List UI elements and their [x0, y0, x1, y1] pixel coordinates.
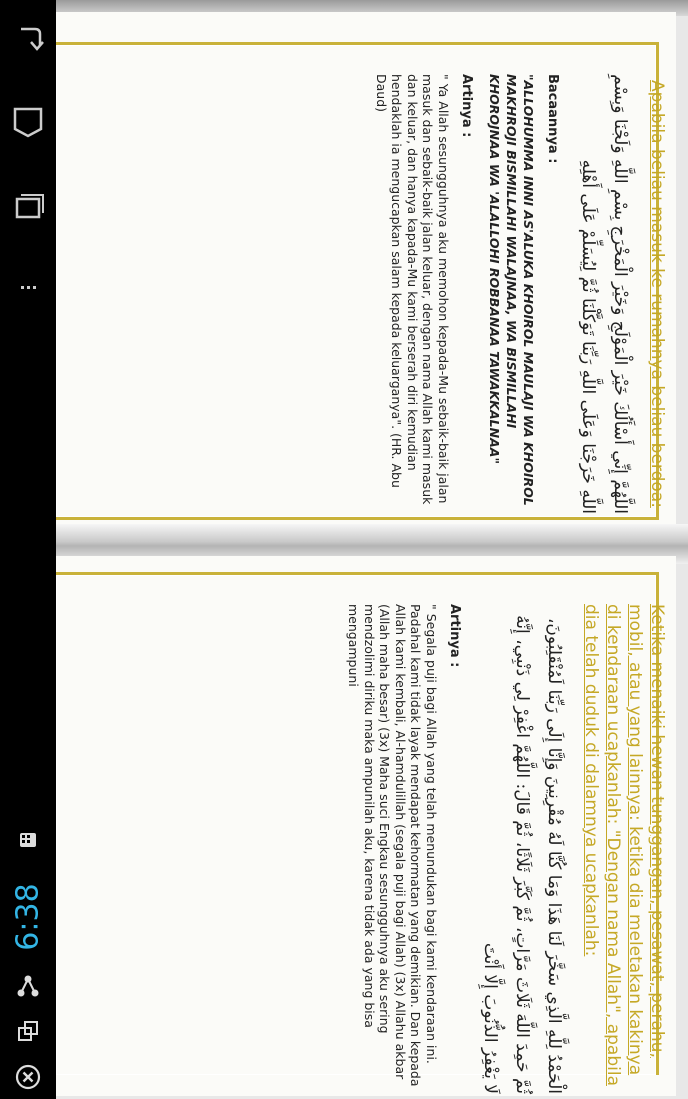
section-heading: Apabila beliau masuk ke rumahnya beliau berdoa: [647, 80, 667, 508]
artinya-label: Artinya : [447, 604, 462, 668]
bacaan-label: Bacaannya : [545, 74, 560, 164]
page-content [78, 604, 668, 1094]
close-icon[interactable] [14, 1063, 42, 1091]
arabic-prayer: الْحَمْدُ لِلَّهِ الَّذِي سَخَّرَ لَنَا هَذَا وَمَا كُنَّا لَهُ مُقْرِنِينَ وَإِنَّا إِلَى رَبِّنَا لَمُنْقَلِبُونَ، ثُمَّ حَمِدَ اللَّهَ ثَلَاثَ مَرَّاتٍ، ثُمَّ كَبَّرَ ثَلَاثًا، ثُمَّ قَالَ: اللَّهُمَّ اغْفِرْ لِي ذَنْبِي، إِنَّهُ لَا يَغْفِرُ الذُّنُوبَ إِلَّا أَنْتَ [480, 615, 564, 1094]
screen-rotation-icon [14, 1018, 42, 1046]
status-clock [8, 872, 48, 962]
page-left[interactable] [56, 12, 676, 532]
home-button[interactable] [8, 102, 48, 142]
back-button[interactable] [8, 20, 48, 60]
recent-apps-button[interactable] [8, 186, 48, 226]
system-navigation-bar [0, 0, 56, 1099]
arabic-prayer: اللَّهُمَّ إِنِّي أَسْأَلُكَ خَيْرَ الْمَوْلَجِ وَخَيْرَ الْمَخْرَجِ بِسْمِ اللَّهِ وَلَجْنَا وَبِسْمِ اللَّهِ خَرَجْنَا وَعَلَى اللَّهِ رَبِّنَا تَوَكَّلْنَا ثُمَّ لِيُسَلِّمْ عَلَى أَهْلِهِ [578, 74, 630, 514]
artinya-label: Artinya : [459, 74, 474, 138]
page-right[interactable] [56, 556, 676, 1096]
translation-text: " Ya Allah sesungguhnya aku memohon kepada-Mu sebaik-baik jalan masuk dan sebaik-baik jalan keluar, dengan nama Allah kami masuk dan keluar, dan hanya kapada-Mu kami berserah diri kemudian hendaklah ia mengucapkan salam kepada keluarganya". (HR. Abu Daud) [374, 74, 451, 505]
book-view [56, 0, 688, 1099]
section-heading: Ketika menaiki hewan tunggangan, pesawat, perahu, mobil, atau yang lainnya: ketika dia meletakan kakinya di kendaraan ucapkanlah: "Dengan nama Allah", apabila dia telah duduk di dalamnya ucapkanlah: [581, 604, 667, 1086]
menu-icon [11, 271, 45, 305]
latin-transliteration: "ALLOHUMMA INNI AS'ALUKA KHOIROL MAULAJI WA KHOIROL MAKHROJI BISMILLAHI WALAJNAA, WA BISMILLAHI KHOROJNAA WA 'ALALLOHI ROBBANAA TAWAKKALNAA" [487, 74, 536, 506]
clock-text: 6:38 [10, 883, 46, 951]
tablet-icon [14, 826, 42, 854]
home-icon [11, 105, 45, 139]
share-icon [14, 972, 42, 1000]
page-content [78, 74, 668, 514]
translation-text: " Segala puji bagi Allah yang telah menundukan bagi kami kendaraan ini. Padahal kami tidak layak mendapat kehormatan yang demikian. Dan kepada Allah kami kembali, Al-hamdulillah (segala puji bagi Allah) (3x) Allahu akbar (Allah maha besar) (3x) Maha suci Engkau sesungguhnya aku sering mendzolimi diriku maka ampunilah aku, karena tidak ada yang bisa mengampuni [346, 604, 439, 1087]
back-icon [11, 23, 45, 57]
menu-button[interactable] [8, 268, 48, 308]
recent-apps-icon [11, 189, 45, 223]
